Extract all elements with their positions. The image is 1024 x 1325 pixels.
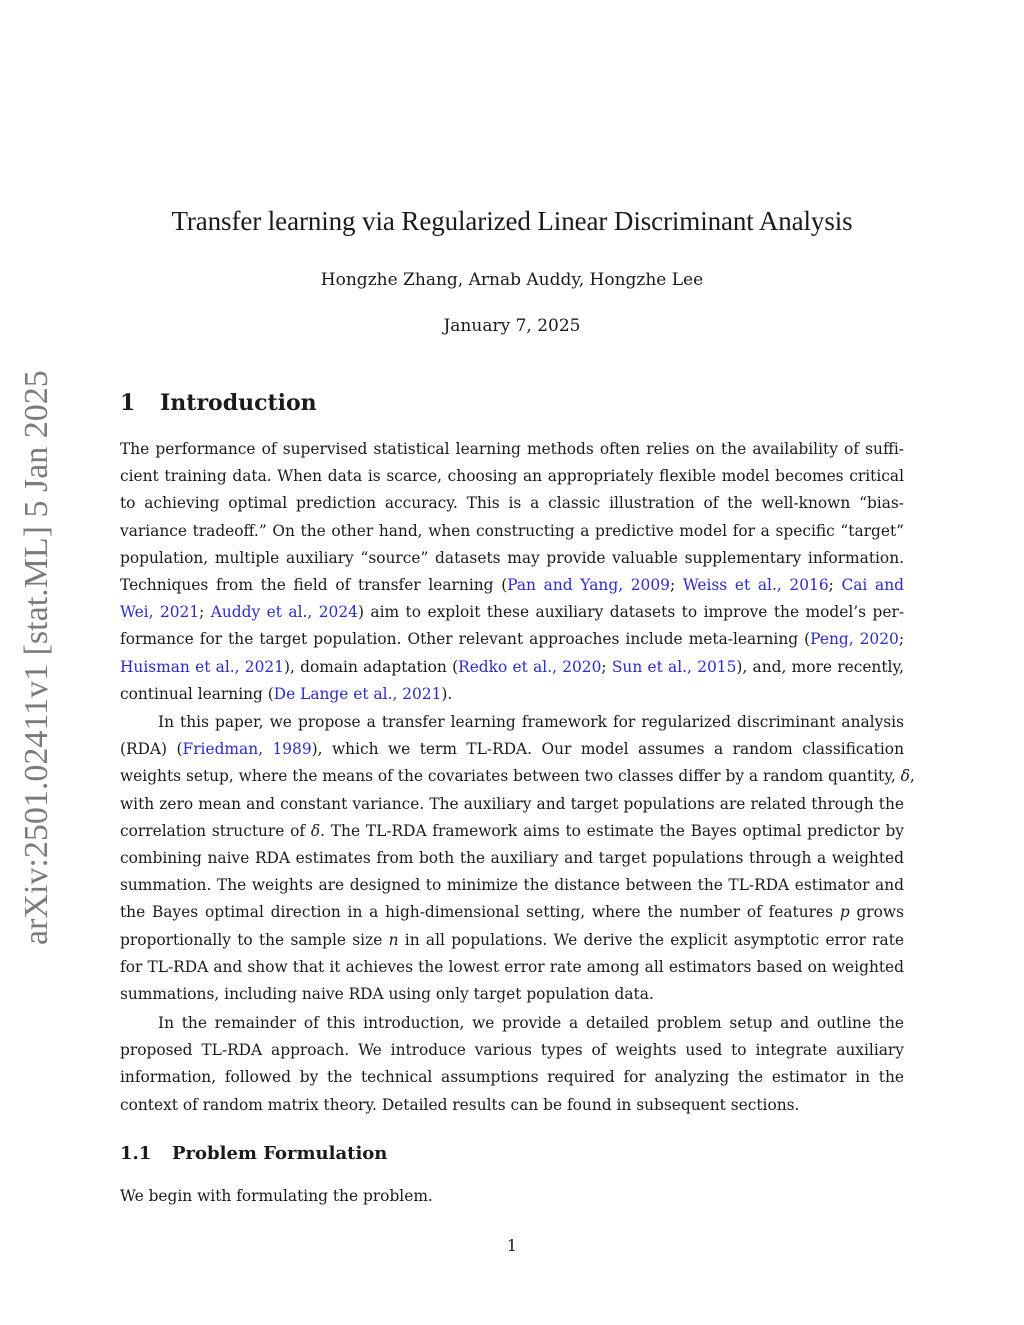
text-line: summations, including naive RDA using only target population data. — [120, 985, 654, 1004]
math-delta: δ — [310, 821, 321, 840]
text-line: In this paper, we propose a transfer learning framework for regularized discriminant analysis — [158, 713, 904, 731]
text-line: In the remainder of this introduction, we provide a detailed problem setup and outline the — [158, 1014, 904, 1032]
text-line: correlation structure of δ. The TL-RDA framework aims to estimate the Bayes optimal predictor by — [120, 821, 904, 840]
page-number: 1 — [506, 1236, 518, 1255]
citation-link[interactable]: Peng, 2020 — [810, 630, 899, 649]
text-line: Wei, 2021; Auddy et al., 2024) aim to exploit these auxiliary datasets to improve the model’s per- — [120, 603, 905, 622]
section-number: 1 — [120, 390, 136, 416]
citation-link[interactable]: Wei, 2021 — [120, 603, 200, 622]
paragraph-intro-3 — [120, 1010, 904, 1119]
text-line: population, multiple auxiliary “source” datasets may provide valuable supplementary information. — [120, 548, 904, 567]
text-line: the Bayes optimal direction in a high-dimensional setting, where the number of features p grows — [120, 903, 904, 922]
text-line: combining naive RDA estimates from both the auxiliary and target populations through a weighted — [120, 849, 904, 868]
paragraph-intro-2 — [120, 709, 915, 1008]
text-line: formance for the target population. Other relevant approaches include meta-learning (Peng, 2020; — [120, 630, 904, 649]
citation-link[interactable]: Redko et al., 2020 — [458, 657, 602, 676]
text-line: Techniques from the field of transfer learning (Pan and Yang, 2009; Weiss et al., 2016; Cai and — [120, 576, 904, 595]
text-line: The performance of supervised statistical learning methods often relies on the availability of suffi- — [120, 440, 904, 458]
paragraph-problem — [120, 1183, 904, 1210]
citation-link[interactable]: Sun et al., 2015 — [611, 657, 737, 676]
section-heading-introduction — [120, 390, 317, 416]
text-line: We begin with formulating the problem. — [120, 1187, 433, 1205]
paragraph-intro-1 — [120, 436, 904, 708]
text-line: (RDA) (Friedman, 1989), which we term TL-RDA. Our model assumes a random classification — [120, 740, 904, 759]
text-line: weights setup, where the means of the covariates between two classes differ by a random quantity, δ, — [120, 767, 915, 786]
text-line: to achieving optimal prediction accuracy. This is a classic illustration of the well-known “bias- — [120, 494, 904, 513]
section-title: Introduction — [160, 390, 317, 416]
text-line: for TL-RDA and show that it achieves the lowest error rate among all estimators based on weighted — [120, 957, 904, 976]
text-line: with zero mean and constant variance. The auxiliary and target populations are related through the — [120, 794, 904, 813]
citation-link[interactable]: Cai and — [841, 576, 904, 595]
citation-link[interactable]: De Lange et al., 2021 — [273, 684, 442, 703]
citation-link[interactable]: Friedman, 1989 — [182, 740, 312, 759]
citation-link[interactable]: Pan and Yang, 2009 — [507, 576, 670, 595]
text-line: context of random matrix theory. Detailed results can be found in subsequent sections. — [120, 1095, 800, 1114]
text-line: proposed TL-RDA approach. We introduce various types of weights used to integrate auxiliary — [120, 1041, 904, 1060]
arxiv-identifier: arXiv:2501.02411v1 [stat.ML] 5 Jan 2025 — [18, 370, 55, 945]
text-line: continual learning (De Lange et al., 2021). — [120, 684, 453, 703]
text-line: variance tradeoff.” On the other hand, when constructing a predictive model for a specific “target” — [120, 521, 904, 540]
text-line: Huisman et al., 2021), domain adaptation (Redko et al., 2020; Sun et al., 2015), and, more recently, — [120, 657, 904, 676]
citation-link[interactable]: Weiss et al., 2016 — [682, 576, 829, 595]
subsection-number: 1.1 — [120, 1143, 152, 1164]
text-line: information, followed by the technical assumptions required for analyzing the estimator in the — [120, 1068, 904, 1087]
subsection-title: Problem Formulation — [172, 1143, 388, 1164]
math-delta: δ — [900, 767, 910, 786]
paper-authors: Hongzhe Zhang, Arnab Auddy, Hongzhe Lee — [320, 270, 704, 290]
citation-link[interactable]: Huisman et al., 2021 — [120, 657, 284, 676]
subsection-heading-problem-formulation — [120, 1143, 387, 1164]
text-line: summation. The weights are designed to minimize the distance between the TL-RDA estimator and — [120, 876, 904, 895]
paper-title: Transfer learning via Regularized Linear Discriminant Analysis — [171, 206, 853, 236]
paper-date: January 7, 2025 — [443, 316, 581, 336]
citation-link[interactable]: Auddy et al., 2024 — [210, 603, 358, 622]
text-line: proportionally to the sample size n in all populations. We derive the explicit asymptotic error rate — [120, 930, 904, 949]
text-line: cient training data. When data is scarce, choosing an appropriately flexible model becomes critical — [120, 467, 904, 486]
math-n: n — [388, 930, 399, 949]
math-p: p — [839, 903, 850, 922]
